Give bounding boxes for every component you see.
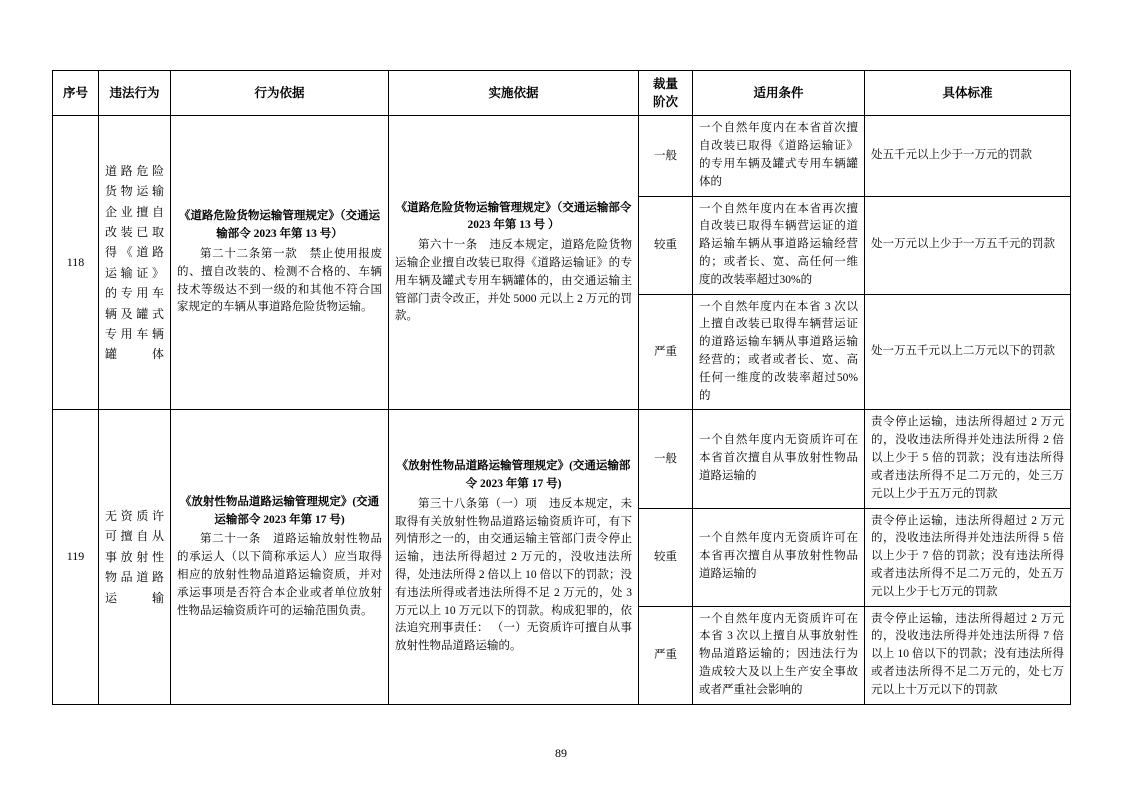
header-violation: 违法行为: [99, 71, 171, 116]
cell-basis-title: 《道路危险货物运输管理规定》（交通运输部令 2023 年第 13 号）: [178, 210, 381, 241]
table-row: [53, 116, 1071, 196]
header-level-line2: 阶次: [652, 95, 678, 110]
cell-condition: 一个自然年度内无资质许可在本省再次擅自从事放射性物品道路运输的: [693, 508, 865, 606]
cell-impl-body: 第三十八条第（一）项 违反本规定，未取得有关放射性物品道路运输资质许可，有下列情形之一的，由交通运输主管部门责令停止运输，违法所得超过 2 万元的，没收违法所得，处违法所得 2 倍以上 10 倍以下的罚款；没有违法所得或者违法所得不足 2 万元的，处 3 万元以上 10 万元以下的罚款。构成犯罪的，依法追究刑事责任： （一）无资质许可擅自从事放射性物品道路运输的。: [395, 497, 632, 653]
table-header-row: [53, 71, 1071, 116]
cell-seq: 118: [53, 116, 99, 410]
cell-basis: [171, 410, 389, 704]
cell-implementation: [389, 116, 639, 410]
table-body: [53, 116, 1071, 704]
cell-condition: 一个自然年度内无资质许可在本省 3 次以上擅自从事放射性物品道路运输的；因违法行为造成较大及以上生产安全事故或者严重社会影响的: [693, 606, 865, 704]
cell-level: 较重: [639, 196, 693, 294]
cell-basis-title: 《放射性物品道路运输管理规定》(交通运输部令 2023 年第 17 号): [179, 495, 380, 526]
cell-impl-body: 第六十一条 违反本规定，道路危险货物运输企业擅自改装已取得《道路运输证》的专用车辆及罐式专用车辆罐体的，由交通运输主管部门责令改正，并处 5000 元以上 2 万元的罚款。: [395, 239, 632, 323]
discretion-standards-table: [52, 70, 1071, 705]
cell-impl-title: 《道路危险货物运输管理规定》（交通运输部令 2023 年第 13 号 ）: [395, 201, 632, 232]
table-row: [53, 410, 1071, 508]
cell-standard: 责令停止运输，违法所得超过 2 万元的，没收违法所得并处违法所得 2 倍以上少于 5 倍的罚款；没有违法所得或者违法所得不足二万元的，处三万元以上少于五万元的罚款: [865, 410, 1071, 508]
header-basis: 行为依据: [171, 71, 389, 116]
cell-basis: [171, 116, 389, 410]
cell-level: 一般: [639, 410, 693, 508]
cell-level: 严重: [639, 294, 693, 410]
cell-standard: 处五千元以上少于一万元的罚款: [865, 116, 1071, 196]
cell-basis-body: 第二十二条第一款 禁止使用报废的、擅自改装的、检测不合格的、车辆技术等级达不到一级的和其他不符合国家规定的车辆从事道路危险货物运输。: [177, 248, 382, 314]
cell-level: 严重: [639, 606, 693, 704]
cell-standard: 责令停止运输，违法所得超过 2 万元的，没收违法所得并处违法所得 7 倍以上 10 倍以下的罚款；没有违法所得或者违法所得不足二万元的，处七万元以上十万元以下的罚款: [865, 606, 1071, 704]
page-number: 89: [555, 746, 567, 760]
header-seq: 序号: [53, 71, 99, 116]
table-header: [53, 71, 1071, 116]
cell-violation: 道路危险货物运输企业擅自改装已取得《道路运输证》的专用车辆及罐式专用车辆罐体: [99, 116, 171, 410]
cell-level: 一般: [639, 116, 693, 196]
cell-impl-title: 《放射性物品道路运输管理规定》(交通运输部令 2023 年第 17 号): [396, 460, 631, 490]
header-level-line1: 裁量: [652, 77, 678, 91]
header-level: [639, 71, 693, 116]
header-implementation: 实施依据: [389, 71, 639, 116]
cell-condition: 一个自然年度内在本省首次擅自改装已取得《道路运输证》的专用车辆及罐式专用车辆罐体的: [693, 116, 865, 196]
cell-condition: 一个自然年度内在本省再次擅自改装已取得车辆营运证的道路运输车辆从事道路运输经营的；或者长、宽、高任何一维度的改装率超过30%的: [693, 196, 865, 294]
header-standard: 具体标准: [865, 71, 1071, 116]
cell-implementation: [389, 410, 639, 704]
cell-seq: 119: [53, 410, 99, 704]
cell-condition: 一个自然年度内无资质许可在本省首次擅自从事放射性物品道路运输的: [693, 410, 865, 508]
cell-level: 较重: [639, 508, 693, 606]
cell-standard: 责令停止运输，违法所得超过 2 万元的，没收违法所得并处违法所得 5 倍以上少于 7 倍的罚款；没有违法所得或者违法所得不足二万元的，处五万元以上少于七万元的罚款: [865, 508, 1071, 606]
cell-basis-body: 第二十一条 道路运输放射性物品的承运人（以下简称承运人）应当取得相应的放射性物品道路运输资质，并对承运事项是否符合本企业或者单位放射性物品运输资质许可的运输范围负责。: [177, 533, 382, 617]
cell-standard: 处一万元以上少于一万五千元的罚款: [865, 196, 1071, 294]
cell-standard: 处一万五千元以上二万元以下的罚款: [865, 294, 1071, 410]
cell-violation: 无资质许可擅自从事放射性物品道路运输: [99, 410, 171, 704]
cell-condition: 一个自然年度内在本省 3 次以上擅自改装已取得车辆营运证的道路运输车辆从事道路运输经营的；或者或者长、宽、高任何一维度的改装率超过50%的: [693, 294, 865, 410]
header-condition: 适用条件: [693, 71, 865, 116]
